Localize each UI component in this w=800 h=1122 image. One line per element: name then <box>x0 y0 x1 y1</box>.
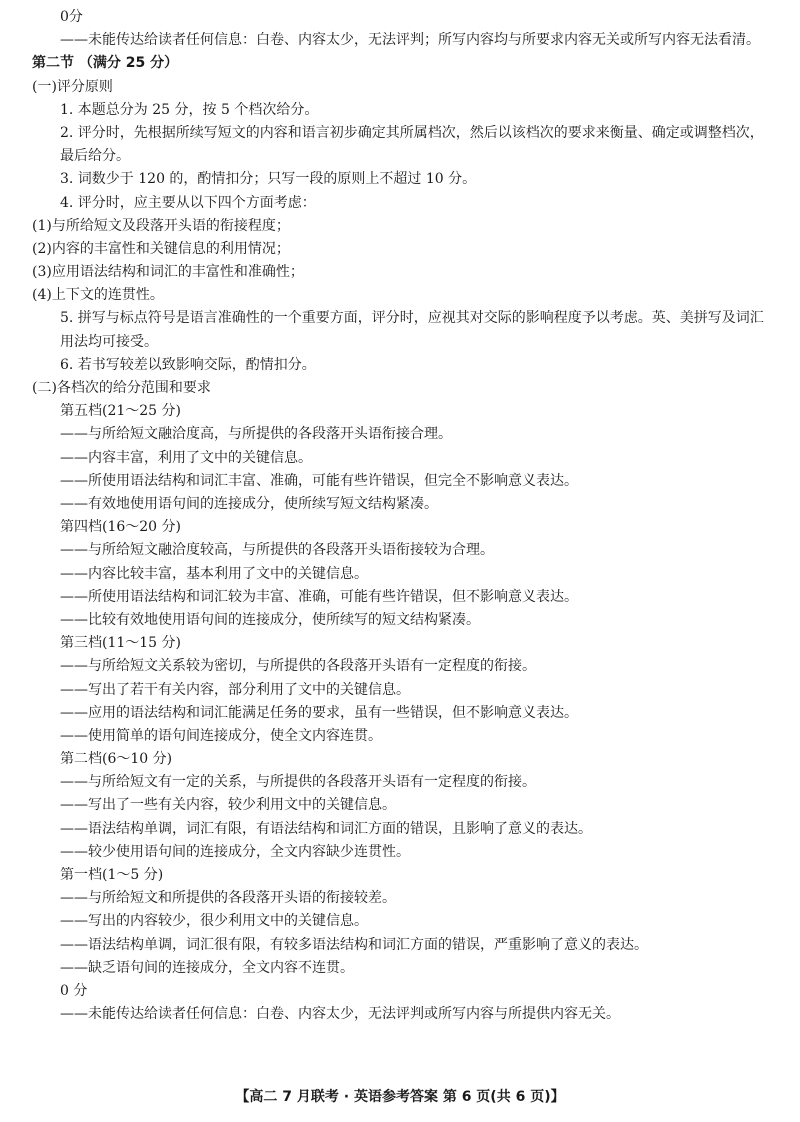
section-heading: 第二节 （满分 25 分） <box>32 55 179 72</box>
band-criterion: ——使用简单的语句间连接成分，使全文内容连贯。 <box>60 727 382 744</box>
band-criterion: ——与所给短文关系较为密切，与所提供的各段落开头语有一定程度的衔接。 <box>60 658 536 675</box>
band-name: 第三档(11～15 分) <box>60 635 182 652</box>
band-name: 第二档(6～10 分) <box>60 751 173 768</box>
band-criterion: ——语法结构单调，词汇有限，有语法结构和词汇方面的错误，且影响了意义的表达。 <box>60 820 592 837</box>
band-criterion: ——内容比较丰富，基本利用了文中的关键信息。 <box>60 565 368 582</box>
zero-score-label: 0分 <box>60 9 83 25</box>
band-name: 第五档(21～25 分) <box>60 403 182 420</box>
principle-item: 4. 评分时，应主要从以下四个方面考虑： <box>60 194 316 211</box>
band-criterion: ——有效地使用语句间的连接成分，使所续写短文结构紧凑。 <box>60 496 438 512</box>
band-criterion: ——应用的语法结构和词汇能满足任务的要求，虽有一些错误，但不影响意义表达。 <box>60 704 578 721</box>
band-name: 第一档(1～5 分) <box>60 867 164 883</box>
band-5 <box>32 400 772 516</box>
band-criterion: ——与所给短文和所提供的各段落开头语的衔接较差。 <box>60 890 396 907</box>
aspect-item: (1)与所给短文及段落开头语的衔接程度； <box>32 217 290 234</box>
document-page <box>32 6 772 1026</box>
band-1 <box>32 864 772 980</box>
band-criterion: ——比较有效地使用语句间的连接成分，使所续写的短文结构紧凑。 <box>60 611 480 628</box>
band-criterion: ——写出了若干有关内容，部分利用了文中的关键信息。 <box>60 681 410 698</box>
band-criterion: ——所使用语法结构和词汇丰富、准确，可能有些许错误，但完全不影响意义表达。 <box>60 472 578 489</box>
band-criterion: ——所使用语法结构和词汇较为丰富、准确，可能有些许错误，但不影响意义表达。 <box>60 588 578 605</box>
band-2 <box>32 748 772 864</box>
aspect-item: (4)上下文的连贯性。 <box>32 287 164 304</box>
band-criterion: ——缺乏语句间的连接成分，全文内容不连贯。 <box>60 959 354 976</box>
principle-item: 5. 拼写与标点符号是语言准确性的一个重要方面，评分时，应视其对交际的影响程度予以考虑。英、美拼写及词汇用法均可接受。 <box>60 310 764 350</box>
page-footer: 【高二 7 月联考 · 英语参考答案 第 6 页(共 6 页)】 <box>235 1089 565 1105</box>
aspect-item: (3)应用语法结构和词汇的丰富性和准确性； <box>32 264 304 281</box>
principles-title: (一)评分原则 <box>32 78 113 95</box>
band-3 <box>32 632 772 748</box>
zero-score-description: ——未能传达给读者任何信息：白卷、内容太少，无法评判；所写内容均与所要求内容无关或所写内容无法看清。 <box>60 32 760 49</box>
levels-title: (二)各档次的给分范围和要求 <box>32 380 211 397</box>
band-criterion: ——与所给短文有一定的关系，与所提供的各段落开头语有一定程度的衔接。 <box>60 774 536 791</box>
band-criterion: ——写出了一些有关内容，较少利用文中的关键信息。 <box>60 797 396 814</box>
principle-item: 3. 词数少于 120 的，酌情扣分；只写一段的原则上不超过 10 分。 <box>60 171 477 188</box>
band-criterion: ——与所给短文融洽度较高，与所提供的各段落开头语衔接较为合理。 <box>60 542 494 559</box>
band-criterion: ——内容丰富，利用了文中的关键信息。 <box>60 449 312 466</box>
band-criterion: ——较少使用语句间的连接成分，全文内容缺少连贯性。 <box>60 843 410 860</box>
aspect-item: (2)内容的丰富性和关键信息的利用情况； <box>32 240 290 257</box>
band-4 <box>32 516 772 632</box>
band-criterion: ——与所给短文融洽度高，与所提供的各段落开头语衔接合理。 <box>60 426 452 443</box>
principle-item: 2. 评分时，先根据所续写短文的内容和语言初步确定其所属档次，然后以该档次的要求来衡量、确定或调整档次，最后给分。 <box>60 124 764 165</box>
principle-item: 1. 本题总分为 25 分，按 5 个档次给分。 <box>60 101 319 118</box>
band-criterion: ——语法结构单调，词汇很有限，有较多语法结构和词汇方面的错误，严重影响了意义的表达。 <box>60 936 648 953</box>
principle-item: 6. 若书写较差以致影响交际，酌情扣分。 <box>60 356 316 373</box>
band-0-criterion: ——未能传达给读者任何信息：白卷、内容太少，无法评判或所写内容与所提供内容无关。 <box>60 1006 620 1023</box>
band-name: 第四档(16～20 分) <box>60 519 182 536</box>
band-0-name: 0 分 <box>60 982 88 999</box>
band-criterion: ——写出的内容较少，很少利用文中的关键信息。 <box>60 913 368 930</box>
